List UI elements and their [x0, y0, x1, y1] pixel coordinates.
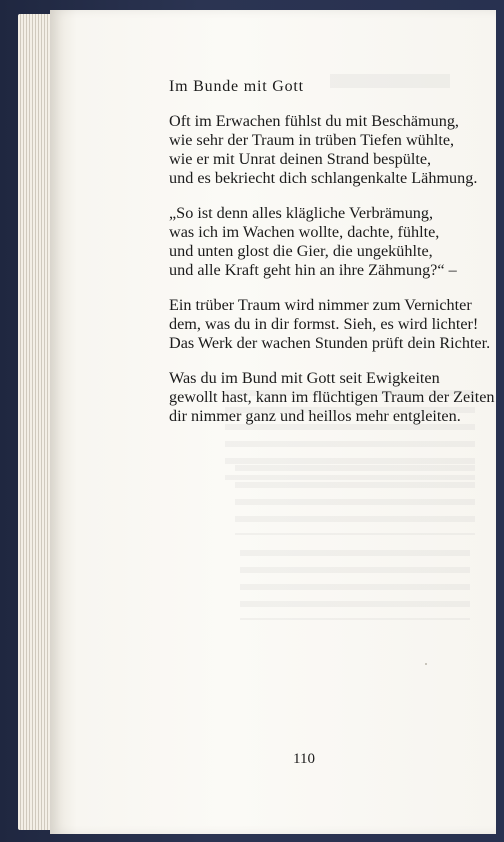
show-through-texture — [235, 465, 475, 535]
poem-line: wie er mit Unrat deinen Strand bespülte, — [169, 150, 432, 168]
poem-line: und unten glost die Gier, die ungekühlte, — [169, 242, 433, 260]
page-number: 110 — [293, 751, 315, 767]
poem-line: Ein trüber Traum wird nimmer zum Vernichter — [169, 296, 472, 314]
poem-line: dir nimmer ganz und heillos mehr entgleiten. — [169, 407, 461, 425]
stanza — [169, 369, 495, 426]
show-through-texture — [240, 550, 470, 620]
show-through-texture — [330, 74, 450, 88]
poem-title: Im Bunde mit Gott — [169, 78, 304, 95]
poem-line: und alle Kraft geht hin an ihre Zähmung?“ – — [169, 261, 457, 279]
poem-line: und es bekriecht dich schlangenkalte Lähmung. — [169, 169, 478, 187]
poem-body — [169, 112, 495, 442]
poem-line: was ich im Wachen wollte, dachte, fühlte, — [169, 223, 440, 241]
poem-line: dem, was du in dir formst. Sieh, es wird lichter! — [169, 315, 479, 333]
paper-speck — [425, 663, 427, 665]
poem-line: gewollt hast, kann im flüchtigen Traum der Zeiten — [169, 388, 495, 406]
stanza — [169, 112, 484, 188]
poem-line: Was du im Bund mit Gott seit Ewigkeiten — [169, 369, 440, 387]
stanza — [169, 296, 491, 353]
poem-line: Das Werk der wachen Stunden prüft dein Richter. — [169, 334, 491, 352]
poem-line: wie sehr der Traum in trüben Tiefen wühlte, — [169, 131, 455, 149]
poem-line: „So ist denn alles klägliche Verbrämung, — [169, 204, 434, 222]
poem-line: Oft im Erwachen fühlst du mit Beschämung, — [169, 112, 459, 130]
stanza — [169, 204, 484, 280]
